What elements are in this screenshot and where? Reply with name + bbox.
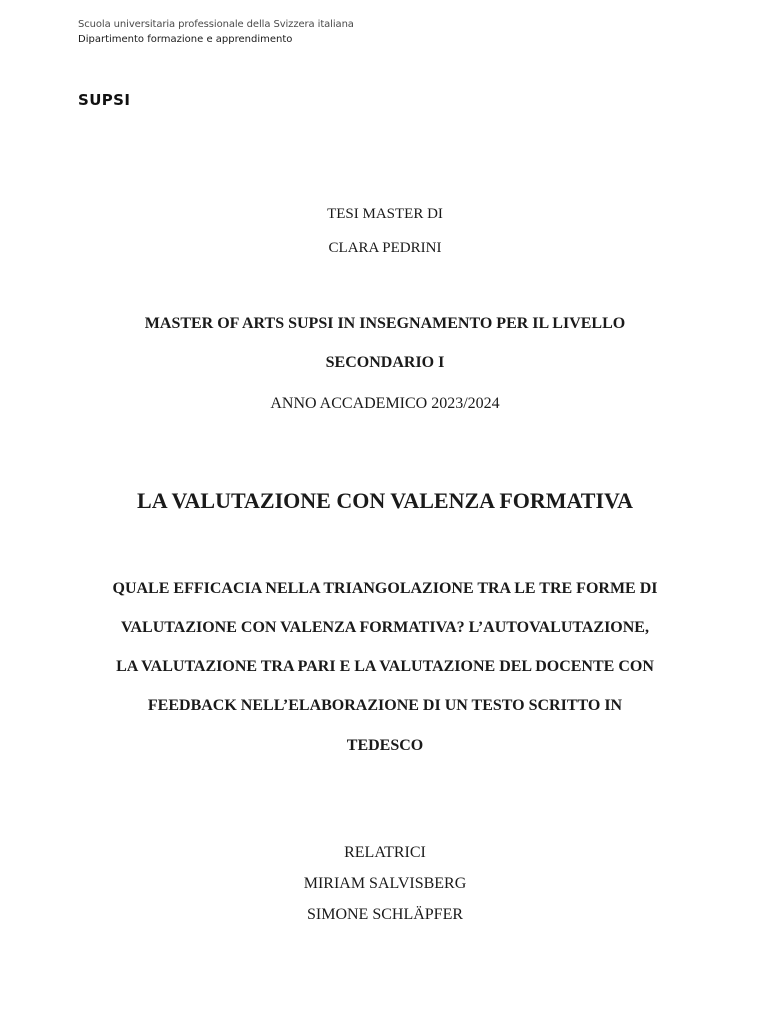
subtitle-line-2: VALUTAZIONE CON VALENZA FORMATIVA? L’AUTOVALUTAZIONE, bbox=[121, 619, 649, 636]
supsi-logo: SUPSI bbox=[78, 91, 131, 109]
supervisors-label: RELATRICI bbox=[344, 844, 426, 861]
program-line-1: MASTER OF ARTS SUPSI IN INSEGNAMENTO PER IL LIVELLO bbox=[144, 315, 626, 332]
department-name: Dipartimento formazione e apprendimento bbox=[78, 34, 293, 45]
academic-year: ANNO ACCADEMICO 2023/2024 bbox=[270, 395, 500, 412]
subtitle-line-1: QUALE EFFICACIA NELLA TRIANGOLAZIONE TRA LE TRE FORME DI bbox=[112, 580, 658, 597]
institution-name: Scuola universitaria professionale della Svizzera italiana bbox=[78, 19, 354, 30]
thesis-type: TESI MASTER DI bbox=[327, 206, 443, 222]
subtitle-line-5: TEDESCO bbox=[346, 737, 424, 754]
supervisor-name: SIMONE SCHLÄPFER bbox=[306, 906, 464, 923]
thesis-title: LA VALUTAZIONE CON VALENZA FORMATIVA bbox=[137, 488, 633, 513]
thesis-author: CLARA PEDRINI bbox=[328, 240, 442, 256]
supervisor-name: MIRIAM SALVISBERG bbox=[303, 875, 467, 892]
subtitle-line-4: FEEDBACK NELL’ELABORAZIONE DI UN TESTO SCRITTO IN bbox=[147, 697, 623, 714]
subtitle-line-3: LA VALUTAZIONE TRA PARI E LA VALUTAZIONE DEL DOCENTE CON bbox=[116, 658, 654, 675]
institution-header bbox=[78, 17, 354, 47]
program-line-2: SECONDARIO I bbox=[325, 354, 445, 371]
